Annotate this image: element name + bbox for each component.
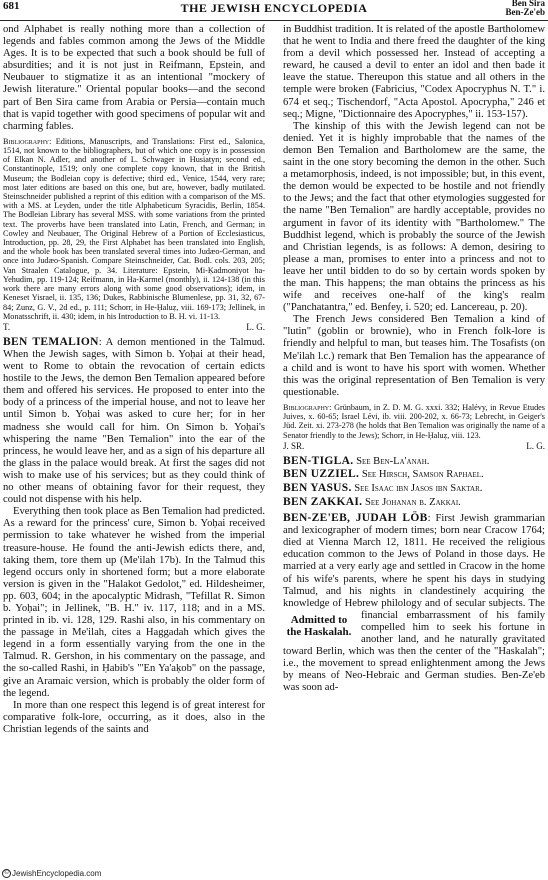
entry-ben-temalion (3, 336, 265, 506)
entry-text: : First Jewish grammarian and lexicographer of modern times; born near Cracow 1764; died at Vienna March 12, 1811. He received the religious education common to the Jews of Poland in those days. He married at a very early age and settled in Cracow in the home of his wife's parents, where he spent his days in studying Talmud, and his nights in clandestinely acquiring the knowledge of Hebrew philology and of secular subjects. (283, 513, 545, 609)
signature-left: J. SR. (283, 440, 305, 451)
page-number: 681 (3, 0, 20, 12)
entry-ben-zeeb (283, 512, 545, 694)
cross-reference (283, 496, 545, 510)
xref-heading: BEN YASUS. (283, 481, 352, 494)
entry-text: : A demon mentioned in the Talmud. When the Jewish sages, with Simon b. Yoḥai at their head, went to Rome to obtain the revocation of certain edicts hostile to the Jews, the demon Ben Temalion appeared before them and offered his services. He proposed to enter into the body of a princess of the imperial house, and not to leave her until Simon b. Yoḥai was asked to cure her; for in her madness she would call for him. On Simon b. Yoḥai's whispering the name "Ben Temalion" into the ear of the princess, he would leave her, and as a sign of his departure all the glass in the palace would break. At first the sages did not wish to make use of his services; but as they could think of no other means of obtaining favor for their request, they could not dispense with his help. (3, 336, 265, 506)
catchword-bottom: Ben-Ze'eb (505, 7, 545, 17)
paragraph: Everything then took place as Ben Temalion had predicted. As a reward for the princess' cure, Simon b. Yoḥai received permission to take whatever he wished from the imperial treasure-house. He found the anti-Jewish edicts there, and, taking them, tore them up (Me'ilah 17b). In the Talmud this legend occurs only in shortened form; but a more elaborate version is given in the "Halakot Gedolot," ed. Hildesheimer, pp. 603, 604; in the apocalyptic Midrash, "Tefillat R. Simon b. Yoḥai"; in Jellinek, "B. H." iv. 117, 118; and in a MS. printed in ib. vi. 128, 129. Rashi also, in his commentary on the passage in Me'ilah, cites a Haggadah which gives the legend in a form essentially varying from the one in the Talmud. R. Gershon, in his commentary on the passage, and the so-called Rashi, in Ḥabib's "'En Ya'aḳob" on the passage, give an Aramaic version, which is probably the older form of the legend. (3, 506, 265, 699)
margin-note: Admitted to the Haskalah. (286, 613, 352, 638)
credit-text: JewishEncyclopedia.com (12, 868, 102, 878)
xref-heading: BEN ZAKKAI. (283, 495, 363, 508)
entry-heading: BEN-ZE'EB, JUDAH LÖB (283, 512, 428, 525)
catchword-top: Ben Sira (511, 0, 545, 8)
page-header (0, 0, 548, 18)
copyright-icon: © (2, 869, 11, 878)
xref-see: See Ben-La'anah. (356, 455, 430, 467)
left-column (3, 24, 265, 868)
paragraph: The kinship of this with the Jewish legend can not be denied. Yet it is highly improbable that the names of the demon Ben Temalion and Bartholomew are the same, the saint in the one story becoming the demon in the other. Such a metamorphosis, indeed, is not impossible; but, in this event, the demon would be expected to be hostile and not friendly to the Jews; and the fact that other etymologies suggested for the name "Ben Temalion" are hardly acceptable, provides no argument in favor of its identity with "Bartholomew." The Buddhist legend, which is probably the source of the Jewish and Christian legends, is as follows: A demon, desiring to please a man, promises to enter into a princess and not to leave her until bidden to do so by certain words spoken by the man. This happens; the man obtains the princess as his wife and receives one-half of the king's realm ("Panchatantra," ed. Benfey, i. 520; ed. Lancereau, p. 20). (283, 120, 545, 314)
header-rule (0, 20, 548, 21)
paragraph: ond Alphabet is really nothing more than a collection of legends and fables common among the Jews of the Middle Ages. It is to be expected that such a book should be full of absurdities; and it is not just in Reifmann, Epstein, and Neubauer to stigmatize it as an intentional "mockery of Jewish literature." Oriental popular books—and the second part of Ben Sira came from Arabia or Persia—contain much that is vapid together with good specimens of popular wit and charming fables. (3, 24, 265, 132)
right-column (283, 24, 545, 868)
cross-reference (283, 468, 545, 482)
entry-text-continued: The financial embarrassment of his family compelled him to seek his fortune in another land, and he naturally gravitated toward Berlin, which was then the center of the "Haskalah"; i.e., the movement to spread enlightenment among the Jews by means of Neo-Hebraic and German studies. Ben-Ze'eb was soon ad- (283, 597, 545, 694)
xref-see: See Johanan b. Zakkai. (365, 496, 461, 508)
xref-heading: BEN UZZIEL. (283, 468, 360, 481)
cross-reference (283, 482, 545, 496)
paragraph: In more than one respect this legend is of great interest for comparative folk-lore, occurring, as it does, also in the Christian legends of the saints and (3, 699, 265, 735)
footer-credit[interactable] (2, 869, 101, 878)
paragraph: The French Jews considered Ben Temalion a kind of "lutin" (goblin or brownie), who in French folk-lore is friendly and helpful to man, but teases him. The Tosafists (on Me'ilah l.c.) remark that Ben Temalion has the appearance of a child and is wont to have his sport with women. Whether this was the original representation of Ben Temalion is very questionable. (283, 314, 545, 398)
bibliography-label: Bibliography (3, 136, 50, 146)
bibliography (3, 137, 265, 321)
signature-right: L. G. (526, 440, 545, 451)
signature-left: T. (3, 321, 11, 332)
bibliography (283, 403, 545, 440)
xref-see: See Isaac ibn Jasos ibn Saktar. (354, 482, 483, 494)
entry-heading: BEN TEMALION (3, 335, 99, 348)
catchwords (506, 0, 546, 17)
signature-line (3, 322, 265, 333)
xref-see: See Hirsch, Samson Raphael. (361, 469, 484, 481)
running-title: THE JEWISH ENCYCLOPEDIA (180, 1, 368, 15)
signature-right: L. G. (246, 321, 265, 332)
bibliography-label: Bibliography (283, 402, 330, 412)
entry-paragraph (283, 512, 545, 694)
bibliography-text: : Editions, Manuscripts, and Translations: First ed., Salonica, 1514, not known to the bibliographers, but of which one copy is in possession of Elkan N. Adler, and another of L. Schwager in Husiatyn; second ed., Constantinople, 1519; only one complete copy known, that in the British Museum; the Bodleian copy is defective; third ed., Venice, 1544, very rare; most later editions are based on this one, but are, however, badly mutilated. Steinschneider published a reprint of this edition with a comparison of the MS. with a MS. at Leyden, under the title Alphabeticum Syracidis, Berlin, 1854. The Bodleian Library has several MSS. with some variations from the printed text. The proverbs have been translated into Latin, French, and German; in Cowley and Neubauer, The Original Hebrew of a Portion of Ecclesiasticus, Introduction, pp. 28, 29, the First Alphabet has been translated into English, and the whole book has been translated several times into Judæo-German, and once into Judæo-Spanish. Compare Steinschneider, Cat. Bodl. cols. 203, 205; Van Straalen Catalogue, p. 34. Literature: Epstein, Mi-Ḳadmoniyot ha-Yehudim, pp. 119-124; Reifmann, in Ha-Karmel (monthly), ii. 124-138 (in this work there are many errors along with some good observations); idem, in Keneset Yisrael, ii. 135, 136; Dukes, Rabbinische Blumenlese, pp. 31, 32, 67-84; Zunz, G. V., 2d ed., p. 111; Schorr, in He-Ḥaluẓ, viii. 169-173; Jellinek, in Monatsschrift, ii. 430; idem, in his Introduction to B. H. vi. 11-13. (3, 136, 265, 321)
paragraph: in Buddhist tradition. It is related of the apostle Bartholomew that he went to India and there freed the daughter of the king from a devil which possessed her. Instead of accepting a reward, he caused a devil to enter an idol and then bade it leave the statue. Thereupon this statue and all others in the temple were broken (Fabricius, "Codex Apocryphus N. T." i. 674 et seq.; Tischendorf, "Acta Apostol. Apocrypha," 246 et seq.; Migne, "Dictionnaire des Apocryphes," ii. 153-157). (283, 24, 545, 120)
xref-heading: BEN-TIGLA. (283, 454, 354, 467)
cross-reference (283, 455, 545, 469)
bibliography-text: : Grünbaum, in Z. D. M. G. xxxi. 332; Halévy, in Revue Etudes Juives, x. 60-65; Israel Lévi, ib. viii. 200-202, x. 66-73; Lebrecht, in Geiger's Jüd. Zeit. xi. 273-278 (he holds that Ben Temalion was originally the name of a Senator friendly to the Jews); Schorr, in He-Ḥaluẓ, viii. 123. (283, 402, 545, 440)
signature-line (283, 441, 545, 452)
